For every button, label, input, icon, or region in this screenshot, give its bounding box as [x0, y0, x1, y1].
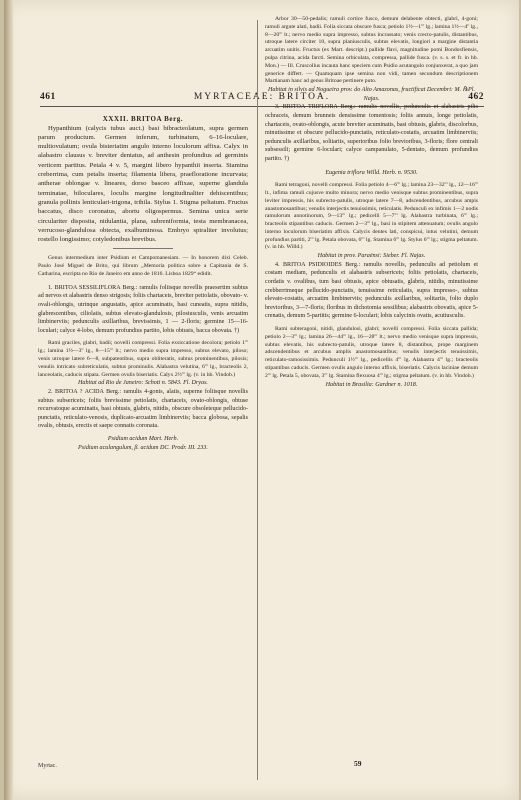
species-4-description: 4. BRITOA PSIDIOIDES Berg.: ramulis novellis, pedunculis ad petiolum et costam mediam, pedunculis et alabastris subsericeis; foliis petiolatis, chartaceis, cordatis v. ovalibus, tum basi obtusis, apice obtusatis, glabris, nitidis, minutissime crebberrimeque pellucido-punctatis, tenuissime reticulatis, supra impresso-, subtus elevato-costatis, arcuatim limbinerviis; pedunculis axillaribus, solitariis, folio duplo brevioribus, 3—7-floris; floribus in dichotomia sessilibus; alabastris obovatis, apice 5-crenatis, demum 5-partitis; germine 6-loculari; lobis calycinis ovatis, acutiusculis.	[265, 261, 478, 320]
running-title: MYRTACEAE: BRITOA.	[193, 92, 331, 102]
sheet-number: 59	[354, 759, 362, 768]
species-1-description: 1. BRITOA SESSILIFLORA Berg.: ramulis foliisque novellis praesertim subtus ad nervos et alabastris denso strigosis; foliis chartaceis, breviter petiolatis, obovato- v. ovali-oblongis, utrinque angustatis, apice acuminatis, basi cuneatis, supra nitidis, glabrescentibus, ciliolatis, subtus elevato-glandulosis, pilosiusculis, venis arcuatim limbinerviis; pedunculis axillaribus, brevissimis, 1 — 2-floris; germine 15—16-loculari; calyce 4-lobo, demum profundius partito, lobis obtusis, bacca obovata. †)	[38, 284, 248, 334]
book-page	[4, 0, 519, 800]
species-3-synonym: Eugenia triflora Willd. Herb. n. 9530.	[325, 169, 418, 176]
page-number-left: 461	[40, 92, 56, 102]
page-binding-shadow	[4, 0, 13, 800]
right-column	[265, 16, 478, 389]
genus-note: Genus intermedium inter Psidium et Campomanesiam. — In honorem dixi Celeb. Paulo José Miguel de Brito, qui librum „Memoria politica sobre a Capitania de S. Catharina, escripta no Rio de Janeiro em anno de 1816. Lisboa 1829“ edidit.	[38, 255, 248, 278]
species-4-details: Rami subteragoni, nitidi, glandulosi, glabri; novelli compressi. Folia siccata pallida; petiolo 2—3''' lg.; lamina 26—44''' lg., 16—28''' lt.; nervo medio venisque supra impressis, subtus elevatis, his subrecto-patulis, utroque latere 8, distantibus, prope marginem adscendentibus et arcubus amplis anastomosantibus; venulis interjectis tenuissimis, reticulato-ramosissimis. Pedunculi 1½''' lg., pedicellis 4''' lg. Alabastra 4''' lg.; bracteolis stipantibus caducis. Germen ovulis angulo interno affixis, biseriatis. Calycis laciniae demum 2''' lg. Petala 5, obovata, 3''' lg. Stamina flexuosa 4''' lg.; stigma peltatum. (v. in hb. Vindob.)	[265, 326, 478, 379]
species-2-description: 2. BRITOA ? ACIDA Berg.: ramulis 4-gonis, alatis, superne foliisque novellis subtus subsericeis; foliis brevissime petiolatis, chartaceis, ovato-oblongis, obtuse recurvatoque acuminatis, basi obtusis, glabris, nitidis, obscure obsoleteque pellucido-punctatis, reticulato-venosis, duplicato-arcuatim limbinerviis; bacca globosa, sepalis ovalis, obtusis, erectis et saepe connatis coronata.	[38, 388, 248, 430]
page-number-right: 462	[468, 92, 484, 102]
genus-section-title: XXXII. BRITOA Berg.	[102, 115, 184, 123]
column-divider	[257, 20, 258, 780]
species-1-habitat: Habitat ad Rio de Janeiro: Schott n. 5843. Fl. Dryas.	[78, 380, 208, 387]
species-4-habitat: Habitat in Brasilia: Gardner n. 1018.	[325, 381, 418, 388]
species-2-details: Arbor 30—50-pedalis; ramuli cortice fusco, demum delabente obtecti, glabri, 4-goni; ramuli argute alati, badii. Folia siccata obscure fusca; petiolo 1½—1''' lg.; lamina 1½—4'' lg., 8—20''' lt.; nervo medio supra impresso, subtus incrassato; venis crecto-patulis, distantibus, utroque latere circiter 10, supra planiusculis, subtus elevatis, longiori a margine distantia arcuatim unitis. Fructus (ex Mart. descript.) pallide flavi, magnitudine pomi Bondosfiensis, pulpa citrina, acida farcti. Semina orbiculata, compressa, pallide fusca. (v. s. s. et fr. in hb. Mon.) — Ill. Cruscollus incauta hanc speciem cum Psidio acutangulo conjunxerat, a quo jam generice differt. — Quamquam ipse semina non vidi, tamen secundum descriptionem Martianam hanc ad genus Britoae pertinere puto.	[265, 16, 478, 85]
species-3-habitat: Habitat in prov. Paraënsi: Sieber. Fl. Najas.	[317, 253, 426, 260]
signature-mark: Myrtac.	[38, 763, 57, 769]
species-2-synonym-1: Psidium acidum Mart. Herb.	[107, 435, 179, 442]
left-column	[38, 115, 248, 452]
species-3-details: Rami tetragoni, novelli compressi. Folia petiolo 4—6''' lg.; lamina 23—32''' lg., 12—16''' lt., infima ramuli cujusve multo minora; nervo medio venisque subtus prominentibus, supra leviter impressis, his subrecto-patulis, utroque latere 7—8, adscendentibus, arcubus ampis anastomosantibus; venulis interjectis tenuissimis, reticulatis. Pedunculi ex infimis 1—2 nodis ramulorum annotinorum, 9—13''' lg.; pedicelli 5—7''' lg. Alabastra turbinata, 6''' lg.; bracteolis stipantibus caducis. Germen 2—3''' lg., basi in stipitem attenuatum; ovulis angulo interno loculorum biseriatim affixis. Calycis dentes lati, conspicui, intus velutini, demum profundius partiti, 2''' lg. Petala obovata, 6''' lg. Stamina 6''' lg. Stylus 6''' lg.; stigma peltatum. (v. in hb. Willd.)	[265, 182, 478, 251]
species-3-description: 3. BRITOA TRIFLORA Berg.: ramulis novellis, pedunculis et alabastris pilis ochraceis, demum brunneis densissime tomentosis; foliis annuis, longe petiolatis, chartaceis, ovato-oblongis, acute breviter acuminatis, basi obtusis, glabris, discolorbus, minutissime et obscure pellucido-punctatis, reticulato-costatis, arcuatim limbinerviis; pedunculis axillaribus, solitariis, superioribus folio brevioribus, 3-floris; flore centrali subsessili; germine 6-loculari; calyce campanulato, 5-dentato, demum profundius partito. †)	[265, 104, 478, 162]
species-2-habitat: Habitat in silvis ad Nogueira prov. do Alto Amazonas, fructificat Decembri: M. ℞Pl. Najas.	[268, 87, 475, 102]
genus-description: Hypanthium (calycis tubus auct.) basi bibracteolatum, supra germen parum productum. Germen inferum, turbinatum, 6–16-loculare, multiovulatum; ovula bisteriatim angulo interno loculorum affixa. Calyx in alabastro clausus v. breviter dentatus, ad anthesin profundius ad germinis verticem partitus. Petala 4 v. 5, margini libero hypanthii inserta. Stamina creberrima, cum petalis inserta; filamenta libera, praefloratione incurvata; antherae oblongae v. lineares, dorso basceo affixae, superne glandula terminatae, biloculares, loculis margine longitudinaliter dehiscentibus; granula pollinis lenticulari-trigona, trihila. Stylus 1. Stigma peltatum. Fructus baccatus, disco coronatus, abortu oligospermus. Semina unica serie circulariter disposita, nidulantia, plana, subreniformia, testa membranacea, verrucoso-glandulosa obtecta, exalbuminosa. Embryo spiraliter involutus; rostello longissimo; cotyledonibus brevibus.	[38, 124, 248, 244]
species-2-synonym-2: Psidium aculangulum, β. acidum DC. Prodr. III. 233.	[78, 444, 208, 451]
species-1-details: Rami graciles, glabri, badii; novelli compressi. Folia exsiccatione decolora; petiolo 1''' lg.; lamina 1½—3'' lg., 8—15''' lt.; nervo medio supra impresso, subtus elevato, piloso; venis utroque latere 6—8, subpatentibus, supra obliteratis, subtus prominentibus, pilosis; venulis intricato subreticulatis, subtus prominulis. Alabastra velutina, 6''' lg., bracteolis 2, lanceolatis, caducis stipata. Germen ovulis biseriatis. Calyx 2½''' lg. (v. in hb. Vindob.)	[38, 340, 248, 378]
separator-rule	[113, 248, 173, 249]
